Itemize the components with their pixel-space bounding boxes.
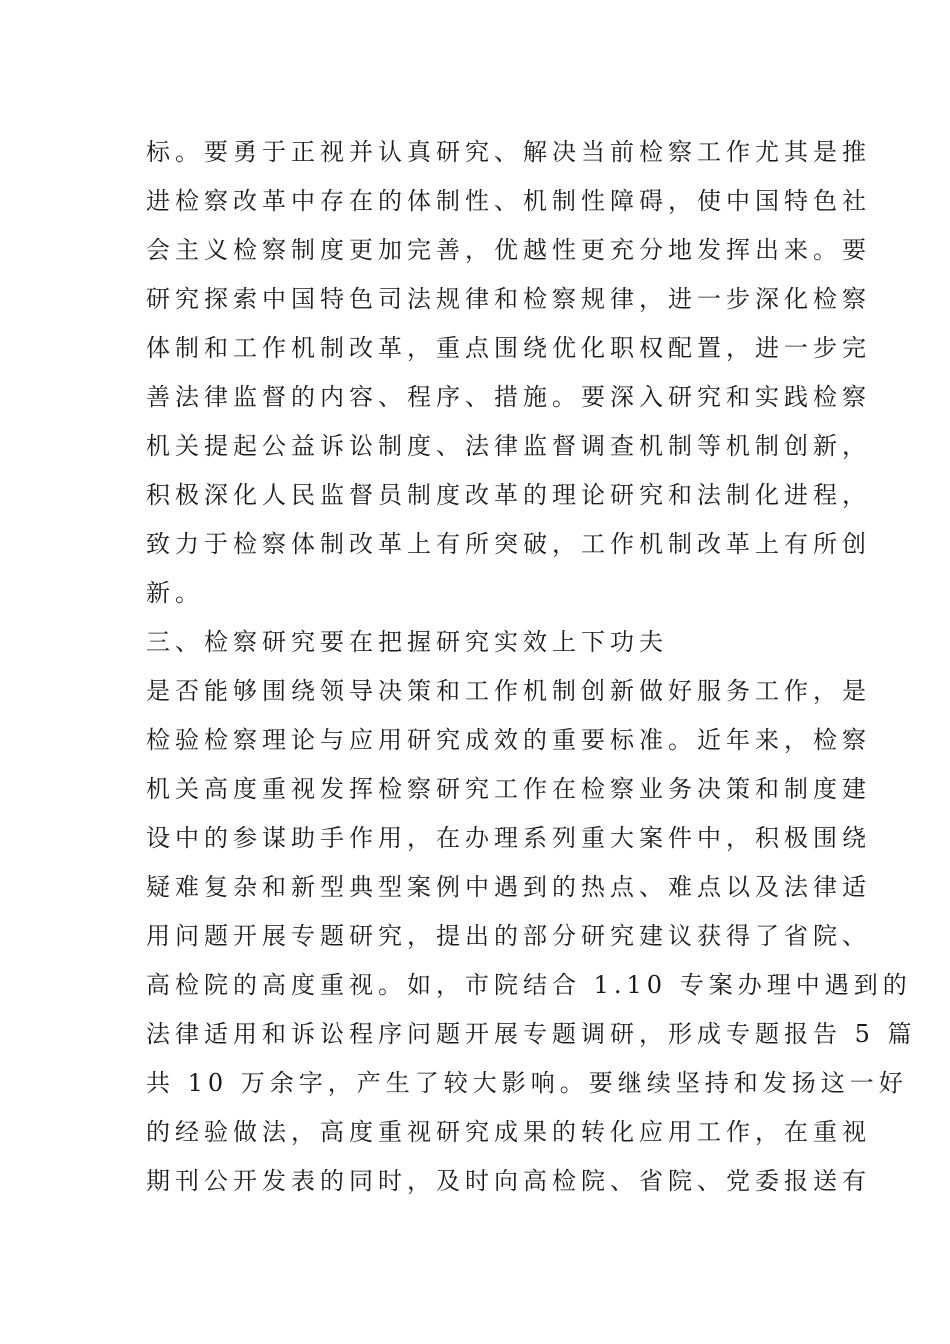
paragraph-line: 的经验做法，高度重视研究成果的转化应用工作，在重视: [146, 1118, 871, 1146]
paragraph-line: 高检院的高度重视。如，市院结合 1.10 专案办理中遇到的: [146, 971, 912, 999]
paragraph-line: 致力于检察体制改革上有所突破，工作机制改革上有所创: [146, 530, 871, 558]
paragraph-line: 机关提起公益诉讼制度、法律监督调查机制等机制创新，: [146, 432, 871, 460]
paragraph-line: 新。: [146, 579, 204, 607]
paragraph-line: 是否能够围绕领导决策和工作机制创新做好服务工作，是: [146, 677, 871, 705]
paragraph-line: 法律适用和诉讼程序问题开展专题调研，形成专题报告 5 篇: [146, 1020, 917, 1048]
document-body: [146, 128, 917, 1206]
section-heading: 三、检察研究要在把握研究实效上下功夫: [146, 628, 668, 656]
paragraph-line: 善法律监督的内容、程序、措施。要深入研究和实践检察: [146, 383, 871, 411]
paragraph-line: 设中的参谋助手作用，在办理系列重大案件中，积极围绕: [146, 824, 871, 852]
paragraph-reform: [146, 128, 871, 618]
paragraph-line: 疑难复杂和新型典型案例中遇到的热点、难点以及法律适: [146, 873, 871, 901]
paragraph-effectiveness: [146, 667, 917, 1206]
paragraph-line: 体制和工作机制改革，重点围绕优化职权配置，进一步完: [146, 334, 871, 362]
paragraph-line: 用问题开展专题研究，提出的部分研究建议获得了省院、: [146, 922, 871, 950]
paragraph-line: 期刊公开发表的同时，及时向高检院、省院、党委报送有: [146, 1167, 871, 1195]
paragraph-line: 标。要勇于正视并认真研究、解决当前检察工作尤其是推: [146, 138, 871, 166]
paragraph-line: 进检察改革中存在的体制性、机制性障碍，使中国特色社: [146, 187, 871, 215]
paragraph-line: 研究探索中国特色司法规律和检察规律，进一步深化检察: [146, 285, 871, 313]
paragraph-line: 机关高度重视发挥检察研究工作在检察业务决策和制度建: [146, 775, 871, 803]
paragraph-line: 会主义检察制度更加完善，优越性更充分地发挥出来。要: [146, 236, 871, 264]
paragraph-line: 积极深化人民监督员制度改革的理论研究和法制化进程，: [146, 481, 871, 509]
paragraph-line: 共 10 万余字，产生了较大影响。要继续坚持和发扬这一好: [146, 1069, 908, 1097]
paragraph-line: 检验检察理论与应用研究成效的重要标准。近年来，检察: [146, 726, 871, 754]
